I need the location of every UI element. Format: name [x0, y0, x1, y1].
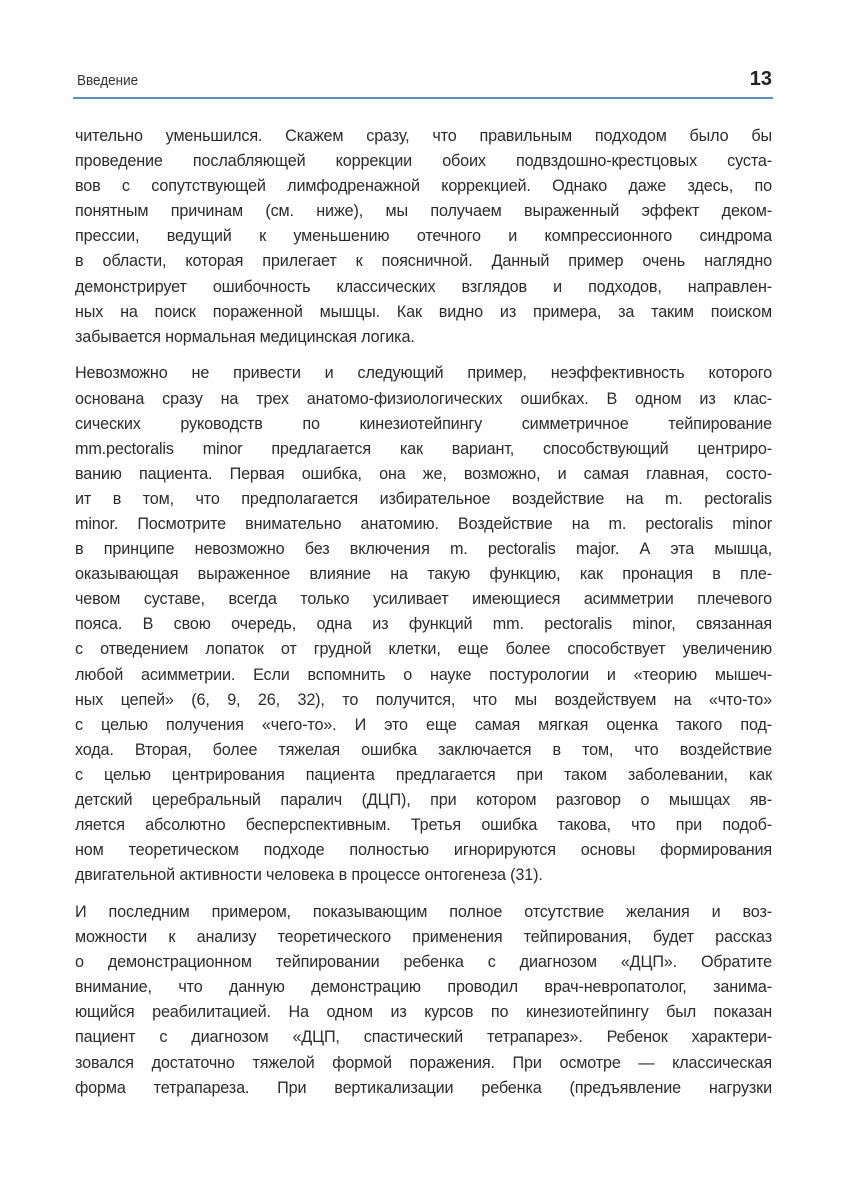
text-line: вов с сопутствующей лимфодренажной коррекцией. Однако даже здесь, по	[75, 177, 772, 196]
text-line: о демонстрационном тейпировании ребенка с диагнозом «ДЦП». Обратите	[75, 953, 772, 972]
text-line: демонстрирует ошибочность классических взглядов и подходов, направлен-	[75, 277, 772, 296]
text-line: ляется абсолютно бесперспективным. Третья ошибка такова, что при подоб-	[75, 816, 772, 835]
text-line: с целью получения «чего-то». И это еще самая мягкая оценка такого под-	[75, 715, 772, 734]
text-line: двигательной активности человека в процессе онтогенеза (31).	[75, 866, 543, 885]
page-number: 13	[749, 68, 772, 90]
text-line: забывается нормальная медицинская логика.	[75, 327, 415, 346]
paragraph	[75, 124, 772, 350]
body-text	[75, 124, 772, 1112]
text-line: можности к анализу теоретического применения тейпирования, будет рассказ	[75, 928, 772, 947]
text-line: форма тетрапареза. При вертикализации ребенка (предъявление нагрузки	[75, 1078, 772, 1097]
text-line: детский церебральный паралич (ДЦП), при котором разговор о мышцах яв-	[75, 791, 772, 810]
text-line: проведение послабляющей коррекции обоих подвздошно-крестцовых суста-	[75, 152, 772, 171]
text-line: с целью центрирования пациента предлагается при таком заболевании, как	[75, 765, 772, 784]
paragraph	[75, 361, 772, 888]
text-line: пояса. В свою очередь, одна из функций mm. pectoralis minor, связанная	[75, 615, 772, 634]
header-divider	[73, 97, 773, 99]
text-line: любой асимметрии. Если вспомнить о науке постурологии и «теорию мышеч-	[75, 665, 772, 684]
text-line: ных на поиск пораженной мышцы. Как видно из примера, за таким поиском	[75, 302, 772, 321]
text-line: в принципе невозможно без включения m. pectoralis major. А эта мышца,	[75, 540, 772, 559]
text-line: с отведением лопаток от грудной клетки, еще более способствует увеличению	[75, 640, 772, 659]
text-line: зовался достаточно тяжелой формой поражения. При осмотре — классическая	[75, 1053, 772, 1072]
text-line: И последним примером, показывающим полное отсутствие желания и воз-	[75, 903, 772, 921]
text-line: пациент с диагнозом «ДЦП, спастический тетрапарез». Ребенок характери-	[75, 1028, 772, 1047]
text-line: minor. Посмотрите внимательно анатомию. Воздействие на m. pectoralis minor	[75, 515, 772, 533]
text-line: оказывающая выраженное влияние на такую функцию, как пронация в пле-	[75, 565, 772, 584]
text-line: основана сразу на трех анатомо-физиологических ошибках. В одном из клас-	[75, 389, 772, 408]
text-line: сических руководств по кинезиотейпингу симметричное тейпирование	[75, 414, 772, 433]
text-line: понятным причинам (см. ниже), мы получаем выраженный эффект деком-	[75, 202, 772, 221]
text-line: внимание, что данную демонстрацию проводил врач-невропатолог, занима-	[75, 978, 772, 997]
text-line: прессии, ведущий к уменьшению отечного и компрессионного синдрома	[75, 227, 772, 246]
text-line: в области, которая прилегает к поясничной. Данный пример очень наглядно	[75, 252, 772, 271]
text-line: хода. Вторая, более тяжелая ошибка заключается в том, что воздействие	[75, 740, 772, 759]
section-title: Введение	[77, 72, 139, 89]
text-line: чительно уменьшился. Скажем сразу, что правильным подходом было бы	[75, 127, 772, 145]
paragraph	[75, 900, 772, 1101]
running-header	[75, 68, 772, 96]
text-line: чевом суставе, всегда только усиливает имеющиеся асимметрии плечевого	[75, 590, 772, 609]
text-line: ванию пациента. Первая ошибка, она же, возможно, и самая главная, состо-	[75, 464, 772, 483]
text-line: ных цепей» (6, 9, 26, 32), то получится, что мы воздействуем на «что-то»	[75, 690, 772, 709]
text-line: ющийся реабилитацией. На одном из курсов по кинезиотейпингу был показан	[75, 1003, 772, 1022]
text-line: Невозможно не привести и следующий пример, неэффективность которого	[75, 364, 772, 383]
text-line: mm.pectoralis minor предлагается как вариант, способствующий центриро-	[75, 439, 772, 458]
text-line: ит в том, что предполагается избирательное воздействие на m. pectoralis	[75, 489, 772, 508]
text-line: ном теоретическом подходе полностью игнорируются основы формирования	[75, 841, 772, 860]
